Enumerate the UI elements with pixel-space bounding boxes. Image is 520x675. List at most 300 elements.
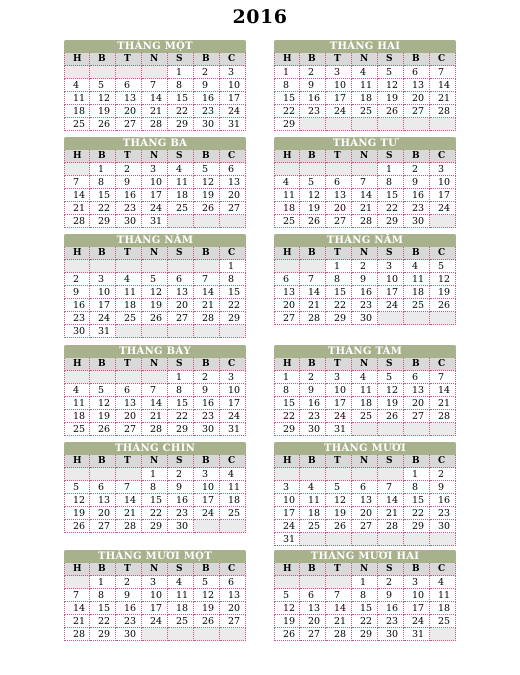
day-cell: 23 — [378, 615, 404, 628]
day-cell: 16 — [194, 92, 220, 105]
day-cell: 25 — [220, 507, 246, 520]
day-cell: 5 — [194, 576, 220, 589]
day-cell: 10 — [142, 589, 168, 602]
day-cell: 2 — [116, 576, 142, 589]
empty-day-cell — [64, 468, 90, 481]
month-title: THÁNG MƯỜI MỘT — [64, 550, 246, 563]
day-cell: 23 — [116, 615, 142, 628]
day-cell: 27 — [326, 215, 352, 228]
day-cell: 19 — [142, 299, 168, 312]
empty-day-cell — [90, 66, 116, 79]
day-cell: 20 — [116, 105, 142, 118]
day-cell: 22 — [404, 507, 430, 520]
day-cell: 17 — [274, 507, 300, 520]
empty-day-cell — [142, 66, 168, 79]
day-cell: 28 — [430, 410, 456, 423]
weekday-header: C — [430, 563, 456, 576]
day-cell: 14 — [300, 286, 326, 299]
empty-day-cell — [116, 260, 142, 273]
weekday-header: S — [378, 247, 404, 260]
day-cell: 9 — [300, 384, 326, 397]
day-cell: 6 — [168, 273, 194, 286]
empty-day-cell — [430, 628, 456, 641]
month-calendar — [274, 442, 456, 546]
day-cell: 18 — [64, 410, 90, 423]
day-cell: 13 — [300, 602, 326, 615]
day-cell: 31 — [220, 118, 246, 131]
weekday-header: S — [168, 358, 194, 371]
day-cell: 4 — [64, 384, 90, 397]
day-cell: 23 — [116, 202, 142, 215]
day-cell: 19 — [378, 397, 404, 410]
day-cell: 1 — [90, 576, 116, 589]
weekday-header: T — [116, 563, 142, 576]
day-cell: 18 — [168, 189, 194, 202]
empty-day-cell — [116, 468, 142, 481]
day-cell: 12 — [90, 397, 116, 410]
day-cell: 15 — [90, 602, 116, 615]
day-cell: 13 — [404, 384, 430, 397]
empty-day-cell — [220, 215, 246, 228]
weekday-header: H — [274, 247, 300, 260]
day-cell: 11 — [64, 397, 90, 410]
month-days-grid — [64, 358, 246, 436]
day-cell: 25 — [274, 215, 300, 228]
day-cell: 25 — [64, 118, 90, 131]
day-cell: 24 — [142, 615, 168, 628]
weekday-header: B — [90, 247, 116, 260]
day-cell: 8 — [274, 384, 300, 397]
day-cell: 29 — [168, 423, 194, 436]
day-cell: 1 — [274, 371, 300, 384]
month-title: THÁNG MƯỜI HAI — [274, 550, 456, 563]
day-cell: 6 — [404, 371, 430, 384]
day-cell: 26 — [430, 299, 456, 312]
day-cell: 27 — [300, 628, 326, 641]
day-cell: 25 — [352, 410, 378, 423]
weekday-header: S — [168, 53, 194, 66]
weekday-header: S — [378, 455, 404, 468]
day-cell: 1 — [168, 371, 194, 384]
day-cell: 4 — [274, 176, 300, 189]
weekday-header: B — [194, 53, 220, 66]
day-cell: 28 — [142, 423, 168, 436]
day-cell: 3 — [142, 163, 168, 176]
empty-day-cell — [168, 215, 194, 228]
weekday-header: B — [300, 150, 326, 163]
empty-day-cell — [220, 628, 246, 641]
weekday-header: B — [194, 455, 220, 468]
empty-day-cell — [430, 533, 456, 546]
day-cell: 27 — [352, 520, 378, 533]
day-cell: 23 — [64, 312, 90, 325]
day-cell: 25 — [116, 312, 142, 325]
day-cell: 14 — [64, 189, 90, 202]
day-cell: 17 — [220, 92, 246, 105]
day-cell: 25 — [168, 615, 194, 628]
empty-day-cell — [142, 260, 168, 273]
day-cell: 9 — [168, 481, 194, 494]
empty-day-cell — [326, 163, 352, 176]
day-cell: 26 — [142, 312, 168, 325]
weekday-header: T — [326, 358, 352, 371]
day-cell: 26 — [274, 628, 300, 641]
month-title: THÁNG CHÍN — [64, 442, 246, 455]
day-cell: 16 — [116, 189, 142, 202]
month-calendar — [274, 137, 456, 228]
weekday-header: S — [168, 150, 194, 163]
day-cell: 23 — [404, 202, 430, 215]
month-title: THÁNG TÁM — [274, 345, 456, 358]
empty-day-cell — [404, 533, 430, 546]
day-cell: 14 — [352, 189, 378, 202]
day-cell: 22 — [352, 615, 378, 628]
day-cell: 29 — [378, 215, 404, 228]
day-cell: 17 — [142, 602, 168, 615]
day-cell: 12 — [64, 494, 90, 507]
weekday-header: N — [352, 563, 378, 576]
day-cell: 10 — [90, 286, 116, 299]
day-cell: 3 — [404, 576, 430, 589]
day-cell: 6 — [220, 576, 246, 589]
day-cell: 7 — [142, 384, 168, 397]
day-cell: 19 — [90, 105, 116, 118]
day-cell: 20 — [274, 299, 300, 312]
month-days-grid — [274, 455, 456, 546]
day-cell: 7 — [352, 176, 378, 189]
day-cell: 18 — [352, 92, 378, 105]
weekday-header: T — [326, 150, 352, 163]
weekday-header: H — [274, 455, 300, 468]
day-cell: 27 — [404, 105, 430, 118]
day-cell: 20 — [116, 410, 142, 423]
weekday-header: C — [220, 247, 246, 260]
day-cell: 10 — [326, 79, 352, 92]
month-calendar — [64, 442, 246, 533]
day-cell: 15 — [326, 286, 352, 299]
empty-day-cell — [168, 628, 194, 641]
weekday-header: N — [352, 455, 378, 468]
empty-day-cell — [378, 118, 404, 131]
empty-day-cell — [116, 66, 142, 79]
day-cell: 9 — [300, 79, 326, 92]
day-cell: 11 — [168, 176, 194, 189]
weekday-header: C — [220, 563, 246, 576]
day-cell: 3 — [220, 66, 246, 79]
weekday-header: H — [274, 563, 300, 576]
day-cell: 7 — [194, 273, 220, 286]
weekday-header: H — [274, 358, 300, 371]
day-cell: 17 — [90, 299, 116, 312]
day-cell: 22 — [378, 202, 404, 215]
day-cell: 30 — [116, 628, 142, 641]
day-cell: 10 — [326, 384, 352, 397]
day-cell: 29 — [352, 628, 378, 641]
day-cell: 27 — [274, 312, 300, 325]
weekday-header: B — [404, 247, 430, 260]
weekday-header: B — [300, 358, 326, 371]
day-cell: 26 — [90, 118, 116, 131]
weekday-header: C — [220, 53, 246, 66]
day-cell: 31 — [142, 215, 168, 228]
day-cell: 9 — [116, 589, 142, 602]
empty-day-cell — [168, 260, 194, 273]
day-cell: 8 — [378, 176, 404, 189]
day-cell: 17 — [326, 92, 352, 105]
month-title: THÁNG NĂM — [274, 234, 456, 247]
day-cell: 16 — [430, 494, 456, 507]
empty-day-cell — [116, 371, 142, 384]
empty-day-cell — [430, 312, 456, 325]
empty-day-cell — [326, 576, 352, 589]
empty-day-cell — [168, 325, 194, 338]
month-calendar — [274, 234, 456, 325]
month-days-grid — [274, 563, 456, 641]
weekday-header: S — [378, 53, 404, 66]
day-cell: 14 — [142, 92, 168, 105]
day-cell: 25 — [404, 299, 430, 312]
weekday-header: B — [90, 358, 116, 371]
empty-day-cell — [142, 628, 168, 641]
month-title: THÁNG BA — [64, 137, 246, 150]
day-cell: 16 — [404, 189, 430, 202]
day-cell: 8 — [90, 589, 116, 602]
day-cell: 26 — [194, 615, 220, 628]
empty-day-cell — [116, 325, 142, 338]
weekday-header: T — [116, 455, 142, 468]
weekday-header: H — [64, 247, 90, 260]
empty-day-cell — [90, 260, 116, 273]
day-cell: 1 — [404, 468, 430, 481]
month-title: THÁNG MƯỜI — [274, 442, 456, 455]
day-cell: 5 — [300, 176, 326, 189]
day-cell: 4 — [220, 468, 246, 481]
day-cell: 4 — [352, 371, 378, 384]
weekday-header: S — [378, 563, 404, 576]
day-cell: 19 — [90, 410, 116, 423]
day-cell: 4 — [116, 273, 142, 286]
weekday-header: S — [168, 455, 194, 468]
day-cell: 8 — [168, 384, 194, 397]
day-cell: 11 — [274, 189, 300, 202]
day-cell: 7 — [378, 481, 404, 494]
day-cell: 16 — [300, 92, 326, 105]
day-cell: 23 — [168, 507, 194, 520]
weekday-header: H — [64, 53, 90, 66]
day-cell: 18 — [404, 286, 430, 299]
day-cell: 29 — [142, 520, 168, 533]
day-cell: 26 — [194, 202, 220, 215]
empty-day-cell — [64, 163, 90, 176]
day-cell: 3 — [378, 260, 404, 273]
day-cell: 5 — [142, 273, 168, 286]
weekday-header: T — [326, 563, 352, 576]
weekday-header: S — [168, 563, 194, 576]
day-cell: 2 — [404, 163, 430, 176]
day-cell: 24 — [430, 202, 456, 215]
empty-day-cell — [194, 260, 220, 273]
day-cell: 18 — [220, 494, 246, 507]
empty-day-cell — [274, 468, 300, 481]
day-cell: 22 — [90, 615, 116, 628]
day-cell: 6 — [90, 481, 116, 494]
day-cell: 7 — [64, 589, 90, 602]
day-cell: 3 — [326, 371, 352, 384]
day-cell: 29 — [274, 423, 300, 436]
day-cell: 23 — [430, 507, 456, 520]
day-cell: 10 — [194, 481, 220, 494]
day-cell: 20 — [90, 507, 116, 520]
day-cell: 24 — [326, 410, 352, 423]
day-cell: 24 — [90, 312, 116, 325]
weekday-header: N — [352, 358, 378, 371]
day-cell: 1 — [168, 66, 194, 79]
month-calendar — [274, 345, 456, 436]
day-cell: 8 — [220, 273, 246, 286]
day-cell: 17 — [220, 397, 246, 410]
day-cell: 11 — [352, 384, 378, 397]
weekday-header: B — [194, 150, 220, 163]
day-cell: 25 — [64, 423, 90, 436]
day-cell: 27 — [220, 615, 246, 628]
day-cell: 24 — [378, 299, 404, 312]
weekday-header: H — [64, 358, 90, 371]
month-title: THÁNG HAI — [274, 40, 456, 53]
day-cell: 27 — [116, 423, 142, 436]
month-title: THÁNG MỘT — [64, 40, 246, 53]
day-cell: 20 — [300, 615, 326, 628]
day-cell: 2 — [430, 468, 456, 481]
day-cell: 16 — [64, 299, 90, 312]
weekday-header: H — [64, 563, 90, 576]
day-cell: 28 — [116, 520, 142, 533]
weekday-header: T — [116, 53, 142, 66]
day-cell: 22 — [168, 105, 194, 118]
day-cell: 2 — [194, 371, 220, 384]
empty-day-cell — [220, 520, 246, 533]
day-cell: 10 — [220, 79, 246, 92]
day-cell: 9 — [116, 176, 142, 189]
day-cell: 21 — [142, 105, 168, 118]
month-days-grid — [274, 247, 456, 325]
day-cell: 11 — [404, 273, 430, 286]
day-cell: 17 — [378, 286, 404, 299]
empty-day-cell — [430, 423, 456, 436]
empty-day-cell — [64, 371, 90, 384]
day-cell: 8 — [90, 176, 116, 189]
day-cell: 23 — [300, 105, 326, 118]
month-title: THÁNG NĂM — [64, 234, 246, 247]
empty-day-cell — [90, 468, 116, 481]
day-cell: 13 — [404, 79, 430, 92]
day-cell: 8 — [352, 589, 378, 602]
day-cell: 5 — [430, 260, 456, 273]
weekday-header: B — [300, 247, 326, 260]
weekday-header: S — [378, 358, 404, 371]
day-cell: 12 — [274, 602, 300, 615]
day-cell: 28 — [142, 118, 168, 131]
day-cell: 6 — [300, 589, 326, 602]
day-cell: 18 — [430, 602, 456, 615]
weekday-header: T — [116, 358, 142, 371]
weekday-header: N — [142, 563, 168, 576]
weekday-header: B — [90, 455, 116, 468]
day-cell: 30 — [194, 118, 220, 131]
day-cell: 19 — [194, 602, 220, 615]
day-cell: 2 — [300, 371, 326, 384]
day-cell: 15 — [352, 602, 378, 615]
day-cell: 12 — [90, 92, 116, 105]
empty-day-cell — [326, 468, 352, 481]
month-days-grid — [64, 563, 246, 641]
day-cell: 16 — [352, 286, 378, 299]
month-days-grid — [274, 358, 456, 436]
day-cell: 27 — [404, 410, 430, 423]
day-cell: 3 — [194, 468, 220, 481]
day-cell: 20 — [168, 299, 194, 312]
weekday-header: N — [142, 455, 168, 468]
empty-day-cell — [142, 325, 168, 338]
day-cell: 26 — [378, 105, 404, 118]
day-cell: 27 — [90, 520, 116, 533]
day-cell: 9 — [404, 176, 430, 189]
day-cell: 22 — [142, 507, 168, 520]
day-cell: 30 — [404, 215, 430, 228]
day-cell: 17 — [194, 494, 220, 507]
day-cell: 18 — [64, 105, 90, 118]
day-cell: 13 — [116, 92, 142, 105]
day-cell: 2 — [300, 66, 326, 79]
day-cell: 1 — [90, 163, 116, 176]
empty-day-cell — [404, 312, 430, 325]
day-cell: 2 — [194, 66, 220, 79]
day-cell: 30 — [300, 423, 326, 436]
month-calendar — [274, 550, 456, 641]
day-cell: 28 — [194, 312, 220, 325]
day-cell: 12 — [378, 384, 404, 397]
empty-day-cell — [300, 260, 326, 273]
weekday-header: C — [430, 53, 456, 66]
day-cell: 12 — [326, 494, 352, 507]
day-cell: 24 — [274, 520, 300, 533]
weekday-header: T — [326, 53, 352, 66]
day-cell: 9 — [378, 589, 404, 602]
weekday-header: C — [220, 150, 246, 163]
empty-day-cell — [64, 260, 90, 273]
day-cell: 22 — [274, 410, 300, 423]
day-cell: 11 — [116, 286, 142, 299]
day-cell: 19 — [300, 202, 326, 215]
empty-day-cell — [352, 118, 378, 131]
day-cell: 26 — [326, 520, 352, 533]
day-cell: 2 — [378, 576, 404, 589]
day-cell: 18 — [300, 507, 326, 520]
empty-day-cell — [194, 628, 220, 641]
day-cell: 7 — [430, 66, 456, 79]
empty-day-cell — [352, 163, 378, 176]
day-cell: 27 — [220, 202, 246, 215]
day-cell: 1 — [326, 260, 352, 273]
day-cell: 7 — [430, 371, 456, 384]
day-cell: 21 — [430, 397, 456, 410]
day-cell: 24 — [326, 105, 352, 118]
month-days-grid — [64, 53, 246, 131]
weekday-header: B — [194, 358, 220, 371]
day-cell: 25 — [168, 202, 194, 215]
day-cell: 6 — [116, 384, 142, 397]
day-cell: 2 — [64, 273, 90, 286]
day-cell: 7 — [326, 589, 352, 602]
